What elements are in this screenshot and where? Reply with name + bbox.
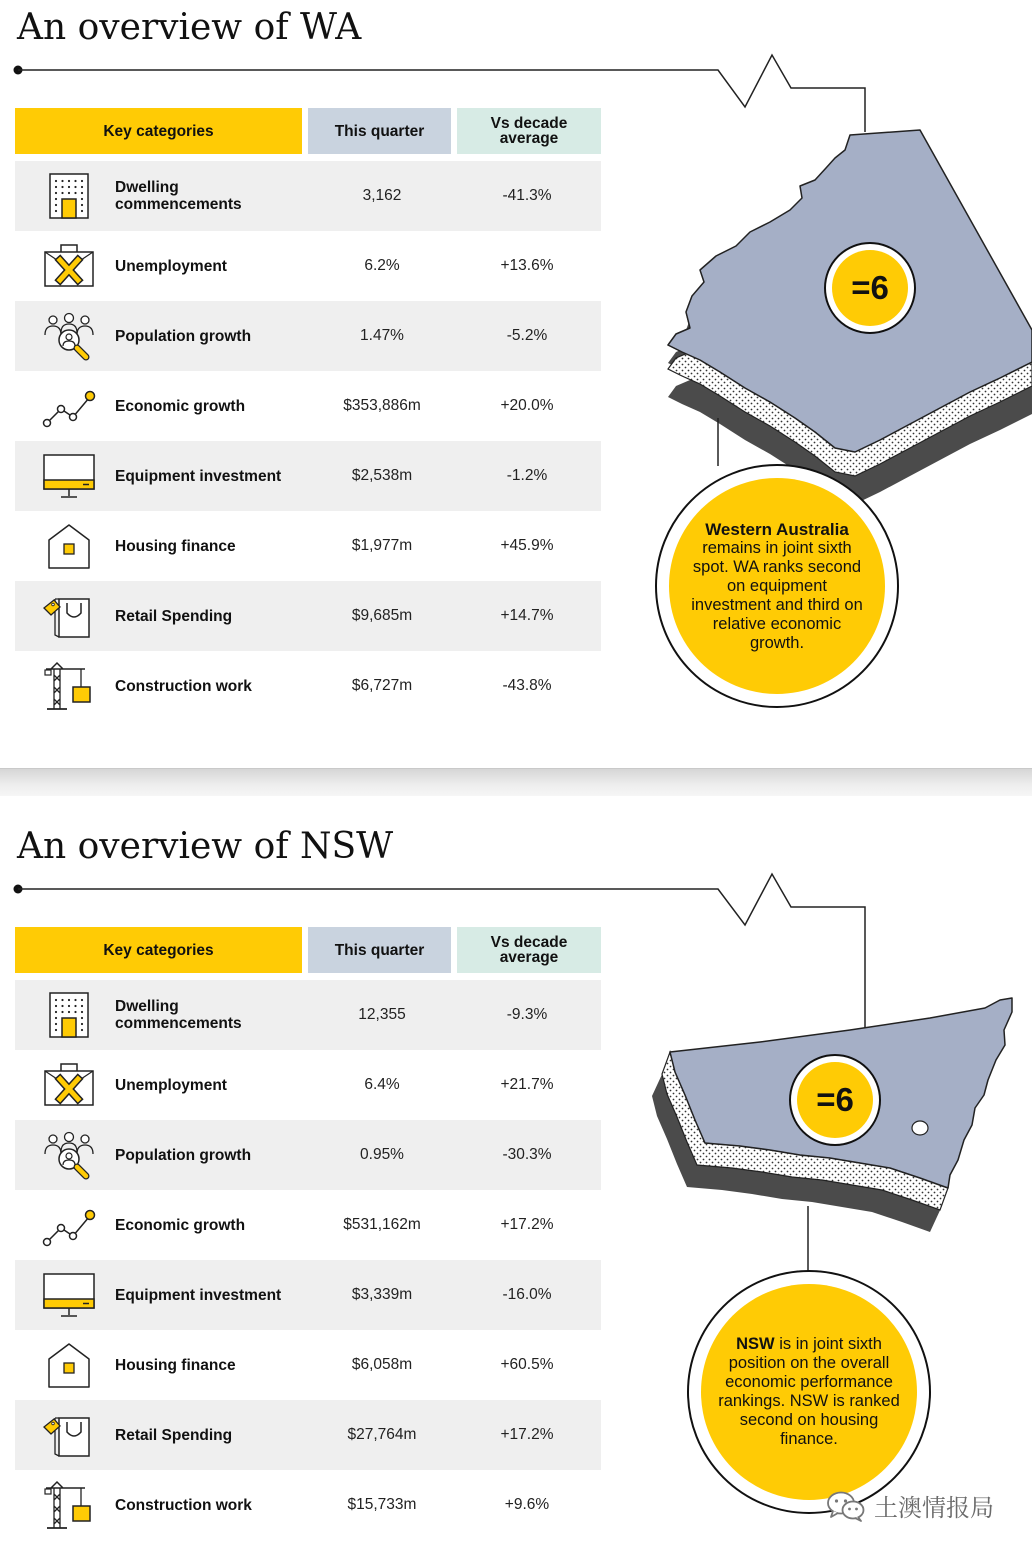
table-row xyxy=(15,651,601,721)
this-quarter-value: 0.95% xyxy=(360,1146,404,1163)
callout-lead: NSW xyxy=(736,1335,775,1353)
building-icon xyxy=(41,990,97,1040)
header-key-categories: Key categories xyxy=(15,108,302,154)
category-label: Economic growth xyxy=(115,1216,246,1234)
header-key-categories: Key categories xyxy=(15,927,302,973)
table-row xyxy=(15,441,601,511)
callout-text xyxy=(717,1335,901,1449)
category-label: Construction work xyxy=(115,1496,252,1514)
category-table xyxy=(15,161,601,721)
briefcase-icon xyxy=(41,1060,97,1110)
vs-decade-value: -1.2% xyxy=(506,467,548,484)
table-row xyxy=(15,1050,601,1120)
category-label: Housing finance xyxy=(115,537,236,555)
category-label: Population growth xyxy=(115,1146,252,1164)
shopping-bag-icon xyxy=(41,1410,97,1460)
vs-decade-value: +14.7% xyxy=(500,607,554,624)
callout-body: remains in joint sixth spot. WA ranks second on equipment investment and third on relative economic growth. xyxy=(691,538,863,652)
vs-decade-value: +13.6% xyxy=(500,257,554,274)
this-quarter-value: 1.47% xyxy=(360,327,404,344)
this-quarter-value: $6,727m xyxy=(351,677,413,694)
building-icon xyxy=(41,171,97,221)
rank-badge xyxy=(789,1054,881,1146)
vs-decade-value: -5.2% xyxy=(506,327,548,344)
this-quarter-value: 6.4% xyxy=(364,1076,400,1093)
table-row xyxy=(15,301,601,371)
table-row xyxy=(15,231,601,301)
category-label: Dwelling commencements xyxy=(115,179,242,213)
vs-decade-value: -41.3% xyxy=(502,187,552,204)
callout-disc xyxy=(701,1284,917,1500)
table-row xyxy=(15,980,601,1050)
rank-badge xyxy=(824,242,916,334)
table-row xyxy=(15,1470,601,1540)
vs-decade-value: -30.3% xyxy=(502,1146,552,1163)
vs-decade-value: +9.6% xyxy=(504,1496,550,1513)
page-title: An overview of NSW xyxy=(17,826,394,867)
wechat-icon xyxy=(826,1490,866,1522)
category-label: Equipment investment xyxy=(115,467,282,485)
header-this-quarter: This quarter xyxy=(308,108,451,154)
callout-disc xyxy=(669,478,885,694)
this-quarter-value: 3,162 xyxy=(362,187,402,204)
this-quarter-value: $1,977m xyxy=(351,537,413,554)
watermark xyxy=(826,1488,994,1523)
rank-badge-value: =6 xyxy=(797,1062,873,1138)
population-icon xyxy=(41,1130,97,1180)
callout-body: is in joint sixth position on the overall economic performance rankings. NSW is ranked second on housing finance. xyxy=(718,1335,900,1448)
house-icon xyxy=(41,521,97,571)
this-quarter-value: 6.2% xyxy=(364,257,400,274)
vs-decade-value: +17.2% xyxy=(500,1426,554,1443)
this-quarter-value: $2,538m xyxy=(351,467,413,484)
crane-icon xyxy=(41,1480,97,1530)
table-row xyxy=(15,371,601,441)
table-row xyxy=(15,1400,601,1470)
vs-decade-value: -9.3% xyxy=(506,1006,548,1023)
vs-decade-value: +21.7% xyxy=(500,1076,554,1093)
crane-icon xyxy=(41,661,97,711)
category-label: Dwelling commencements xyxy=(115,998,242,1032)
this-quarter-value: $6,058m xyxy=(351,1356,413,1373)
header-vs-decade xyxy=(457,108,601,154)
callout-text xyxy=(685,520,869,653)
header-this-quarter: This quarter xyxy=(308,927,451,973)
vs-decade-value: +45.9% xyxy=(500,537,554,554)
section-divider xyxy=(0,768,1032,796)
table-row xyxy=(15,1190,601,1260)
population-icon xyxy=(41,311,97,361)
vs-decade-value: +17.2% xyxy=(500,1216,554,1233)
rank-badge-value: =6 xyxy=(832,250,908,326)
vs-decade-value: -16.0% xyxy=(502,1286,552,1303)
category-label: Housing finance xyxy=(115,1356,236,1374)
growth-chart-icon xyxy=(41,381,97,431)
watermark-text: 土澳情报局 xyxy=(874,1494,994,1522)
category-label: Equipment investment xyxy=(115,1286,282,1304)
this-quarter-value: $3,339m xyxy=(351,1286,413,1303)
category-label: Population growth xyxy=(115,327,252,345)
this-quarter-value: $15,733m xyxy=(347,1496,417,1513)
page-title: An overview of WA xyxy=(17,7,362,48)
shopping-bag-icon xyxy=(41,591,97,641)
this-quarter-value: $9,685m xyxy=(351,607,413,624)
category-label: Retail Spending xyxy=(115,1426,233,1444)
table-row xyxy=(15,511,601,581)
this-quarter-value: 12,355 xyxy=(358,1006,406,1023)
table-row xyxy=(15,1330,601,1400)
callout-bubble xyxy=(687,1270,931,1514)
table-row xyxy=(15,1120,601,1190)
header-vs-decade xyxy=(457,927,601,973)
monitor-icon xyxy=(41,1270,97,1320)
category-table xyxy=(15,980,601,1540)
callout-lead: Western Australia xyxy=(705,519,849,539)
header-vs-decade-label: Vs decade average xyxy=(490,115,568,147)
category-label: Unemployment xyxy=(115,257,227,275)
category-label: Economic growth xyxy=(115,397,246,415)
callout-bubble xyxy=(655,464,899,708)
house-icon xyxy=(41,1340,97,1390)
vs-decade-value: +60.5% xyxy=(500,1356,554,1373)
growth-chart-icon xyxy=(41,1200,97,1250)
vs-decade-value: -43.8% xyxy=(502,677,552,694)
category-label: Construction work xyxy=(115,677,252,695)
this-quarter-value: $27,764m xyxy=(347,1426,417,1443)
this-quarter-value: $531,162m xyxy=(343,1216,421,1233)
vs-decade-value: +20.0% xyxy=(500,397,554,414)
this-quarter-value: $353,886m xyxy=(343,397,421,414)
monitor-icon xyxy=(41,451,97,501)
table-row xyxy=(15,161,601,231)
category-label: Unemployment xyxy=(115,1076,227,1094)
table-row xyxy=(15,581,601,651)
table-row xyxy=(15,1260,601,1330)
category-label: Retail Spending xyxy=(115,607,233,625)
header-vs-decade-label: Vs decade average xyxy=(490,934,568,966)
briefcase-icon xyxy=(41,241,97,291)
